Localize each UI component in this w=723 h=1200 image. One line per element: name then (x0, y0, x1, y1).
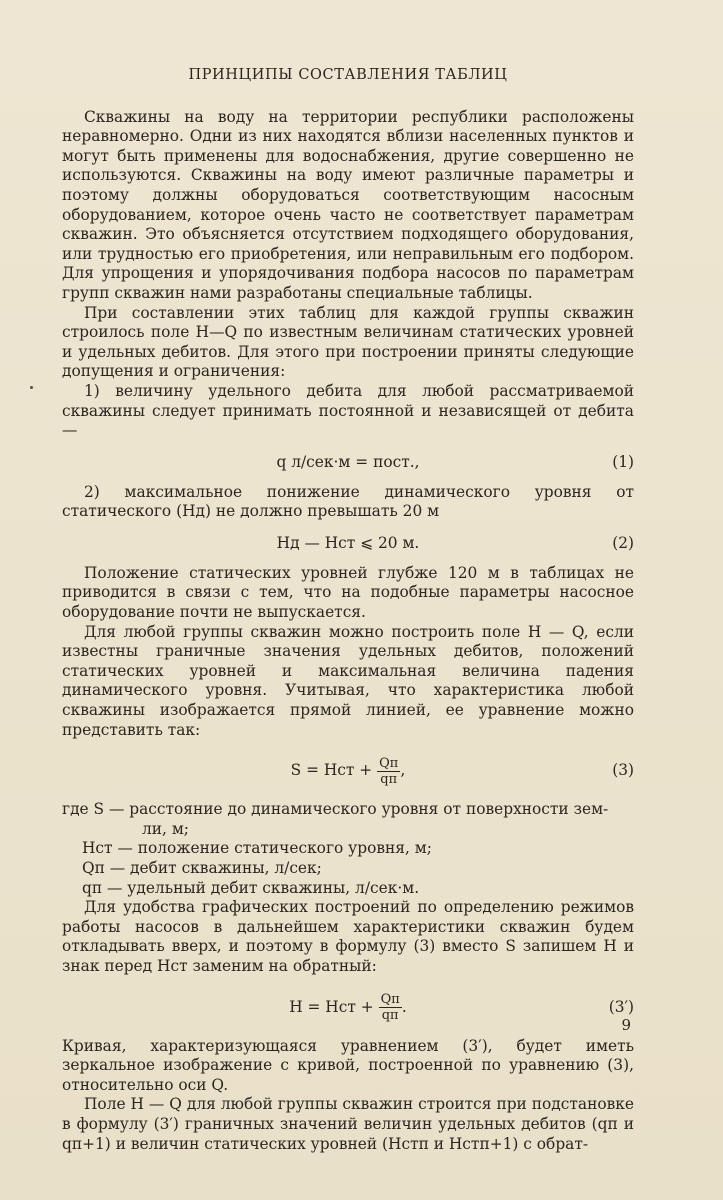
definition-s-cont: ли, м; (142, 819, 189, 838)
formula-3-lhs: S = Hст + (290, 761, 373, 780)
formula-3-prime-tail: . (401, 997, 407, 1016)
page-content (62, 66, 634, 1154)
paragraph-graphical: Для удобства графических построений по определению режимов работы насосов в дальнейшем характеристики скважин будем откладывать вверх, и поэтому в формулу (3) вместо S запишем H и знак перед Hст заменим на обратный: (62, 898, 634, 975)
paragraph-intro: Скважины на воду на территории республики расположены неравномерно. Одни из них находятся вблизи населенных пунктов и могут быть применены для водоснабжения, другие совершенно не используются. Скважины на воду имеют различные параметры и поэтому должны оборудоваться соответствующим насосным оборудованием, которое очень часто не соответствует параметрам скважин. Это объясняется отсутствием подходящего оборудования, или трудностью его приобретения, или неправильным его подбором. Для упрощения и упорядочивания подбора насосов по параметрам групп скважин нами разработаны специальные таблицы. (62, 107, 634, 302)
paragraph-assumption-2: 2) максимальное понижение динамического уровня от статического (Hд) не должно превышать 20 м (62, 482, 634, 521)
formula-1-number: (1) (612, 452, 634, 471)
formula-2-number: (2) (612, 533, 634, 552)
formula-3-prime-fraction (379, 992, 402, 1023)
formula-1 (62, 447, 634, 477)
definition-hst: Hст — положение статического уровня, м; (82, 839, 432, 858)
formula-2 (62, 528, 634, 558)
definition-qp: Qп — дебит скважины, л/сек; (82, 859, 322, 877)
page-title: ПРИНЦИПЫ СОСТАВЛЕНИЯ ТАБЛИЦ (188, 67, 508, 83)
formula-3-prime-numerator: Qп (380, 992, 400, 1008)
formula-3-number: (3) (612, 761, 634, 780)
definition-s: где S — расстояние до динамического уровня от поверхности зем- (62, 800, 609, 819)
paragraph-assumption-1: 1) величину удельного дебита для любой рассматриваемой скважины следует принимать постоянной и независящей от дебита — (62, 381, 634, 440)
formula-3-prime-lhs: H = Hст + (289, 997, 374, 1016)
paragraph-construction: При составлении этих таблиц для каждой группы скважин строилось поле H—Q по известным величинам статических уровней и удельных дебитов. Для этого при построении приняты следующие допущения и ограничения: (62, 303, 634, 381)
formula-3 (62, 748, 634, 792)
formula-1-expression: q л/сек·м = пост., (276, 452, 420, 471)
definition-q-specific: qп — удельный дебит скважины, л/сек·м. (82, 878, 420, 897)
margin-mark (30, 386, 33, 389)
formula-3-denominator: qп (380, 771, 398, 787)
paragraph-substitution: Поле H — Q для любой группы скважин строится при подстановке в формулу (3′) граничных значений величин удельных дебитов (qп и qп+1) и величин статических уровней (Hстп и Hстп+1) с обрат- (62, 1095, 634, 1153)
paragraph-field-hq: Для любой группы скважин можно построить поле H — Q, если известны граничные значения удельных дебитов, положений статических уровней и максимальная величина падения динамического уровня. Учитывая, что характеристика любой скважины изображается прямой линией, ее уравнение можно представить так: (62, 622, 634, 739)
formula-3-fraction (377, 756, 400, 787)
formula-3-numerator: Qп (379, 755, 399, 771)
formula-3-prime (62, 985, 634, 1029)
definitions-list (62, 800, 634, 898)
page-number: 9 (621, 1016, 631, 1034)
formula-3-tail: , (400, 761, 406, 780)
formula-3-prime-number: (3′) (608, 997, 634, 1016)
paragraph-static-levels: Положение статических уровней глубже 120 м в таблицах не приводится в связи с тем, что на подобные параметры насосное оборудование почти не выпускается. (62, 563, 634, 622)
formula-2-expression: Hд — Hст ⩽ 20 м. (276, 533, 420, 552)
formula-3-prime-denominator: qп (381, 1008, 399, 1024)
paragraph-mirror: Кривая, характеризующаяся уравнением (3′), будет иметь зеркальное изображение с кривой, построенной по уравнению (3), относительно оси Q. (62, 1036, 634, 1094)
